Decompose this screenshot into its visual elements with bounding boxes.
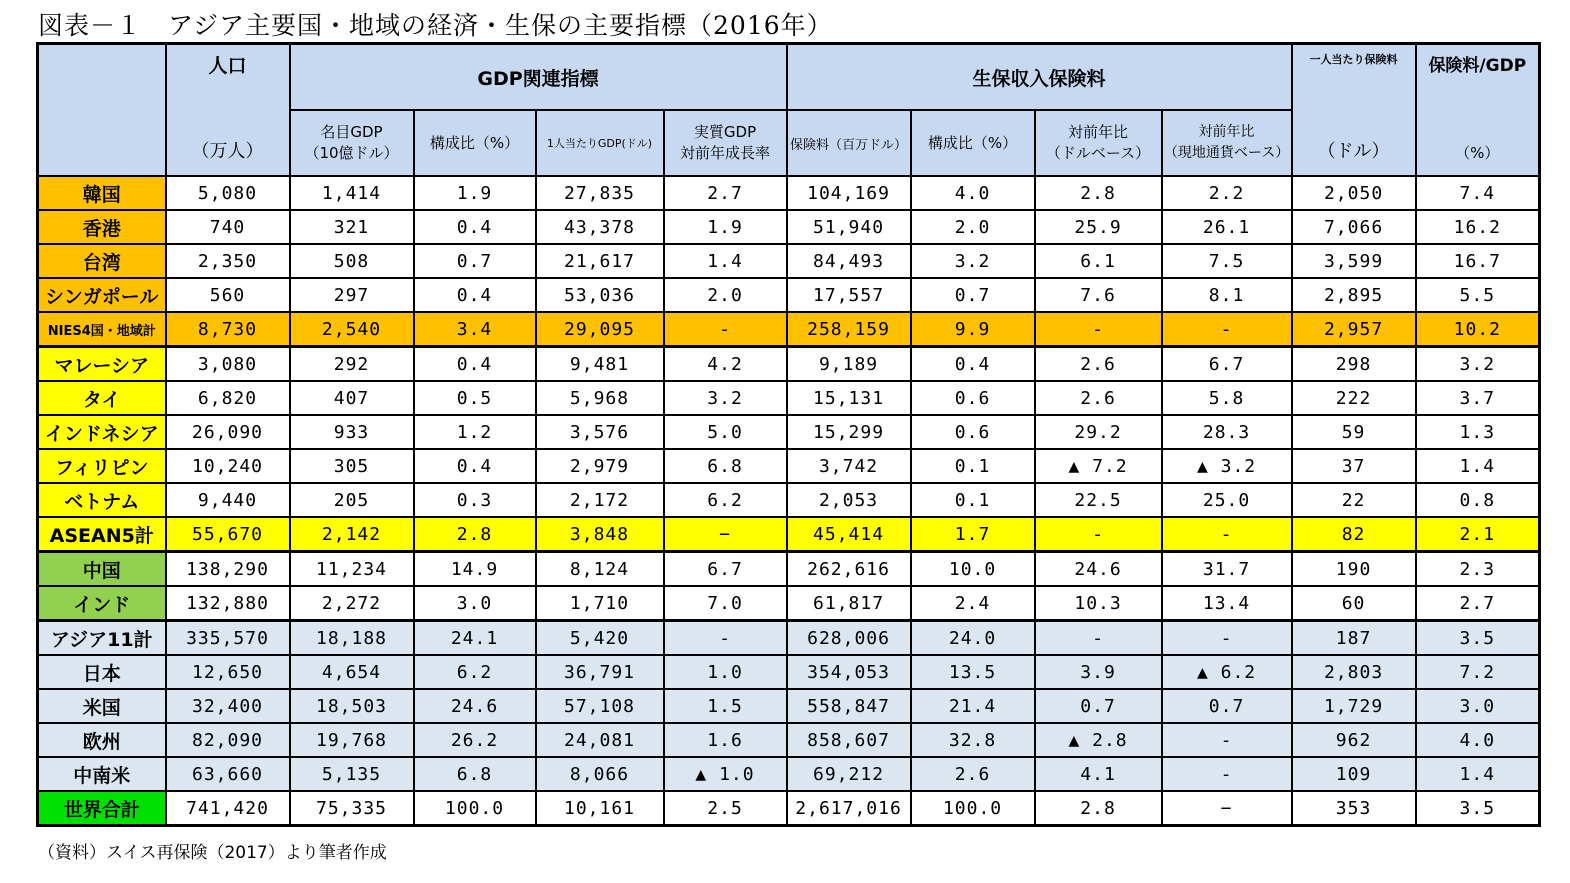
table-cell: 5,968 [536, 381, 664, 415]
table-row [38, 621, 1540, 656]
row-label: ASEAN5計 [38, 517, 166, 552]
table-row [38, 312, 1540, 347]
table-cell: 4.0 [911, 176, 1035, 210]
table-cell: 75,335 [290, 791, 414, 826]
table-cell: 0.4 [414, 449, 536, 483]
table-cell: 59 [1292, 415, 1416, 449]
table-cell: 4.0 [1416, 723, 1540, 757]
table-row [38, 278, 1540, 312]
table-cell: 0.3 [414, 483, 536, 517]
table-cell: 26.2 [414, 723, 536, 757]
table-cell: - [1162, 621, 1292, 656]
table-cell: 3.5 [1416, 791, 1540, 826]
table-cell: 2.8 [414, 517, 536, 552]
page-title: 図表－１ アジア主要国・地域の経済・生保の主要指標（2016年） [38, 11, 833, 40]
gdp-group-header: GDP関連指標 [290, 44, 787, 111]
table-row [38, 483, 1540, 517]
table-cell: 1.7 [911, 517, 1035, 552]
row-label: 中国 [38, 552, 166, 587]
table-cell: 6.7 [664, 552, 787, 587]
table-cell: 3,599 [1292, 244, 1416, 278]
table-cell: 2.7 [664, 176, 787, 210]
table-cell: 13.4 [1162, 586, 1292, 621]
table-cell: 2.8 [1035, 176, 1162, 210]
table-body [38, 176, 1540, 826]
table-cell: 16.7 [1416, 244, 1540, 278]
table-row [38, 449, 1540, 483]
table-cell: 2,272 [290, 586, 414, 621]
table-cell: 1,710 [536, 586, 664, 621]
yoy-usd-header: 対前年比 （ドルベース） [1035, 110, 1162, 176]
table-cell: 100.0 [414, 791, 536, 826]
table-cell: 6.1 [1035, 244, 1162, 278]
row-label: 台湾 [38, 244, 166, 278]
table-row [38, 552, 1540, 587]
table-cell: 2.1 [1416, 517, 1540, 552]
table-cell: 100.0 [911, 791, 1035, 826]
table-cell: 57,108 [536, 689, 664, 723]
table-cell: 10,240 [166, 449, 290, 483]
table-cell: 0.6 [911, 381, 1035, 415]
table-cell: - [1162, 312, 1292, 347]
table-cell: 354,053 [787, 655, 911, 689]
table-cell: 11,234 [290, 552, 414, 587]
table-cell: 4.2 [664, 347, 787, 382]
table-cell: 9,440 [166, 483, 290, 517]
table-row [38, 415, 1540, 449]
table-cell: - [1162, 723, 1292, 757]
table-cell: 7.5 [1162, 244, 1292, 278]
table-cell: 0.7 [1162, 689, 1292, 723]
table-cell: 7.6 [1035, 278, 1162, 312]
table-cell: 26,090 [166, 415, 290, 449]
corner-header-cell [38, 44, 166, 177]
table-cell: 3.0 [414, 586, 536, 621]
table-cell: 6.7 [1162, 347, 1292, 382]
table-cell: 0.1 [911, 449, 1035, 483]
table-row [38, 757, 1540, 791]
table-cell: 321 [290, 210, 414, 244]
table-cell: 2,895 [1292, 278, 1416, 312]
table-cell: 3.4 [414, 312, 536, 347]
table-cell: 2.7 [1416, 586, 1540, 621]
table-cell: 962 [1292, 723, 1416, 757]
table-cell: 0.4 [911, 347, 1035, 382]
table-cell: 3.2 [1416, 347, 1540, 382]
table-cell: 2,142 [290, 517, 414, 552]
table-cell: 1,729 [1292, 689, 1416, 723]
row-label: 欧州 [38, 723, 166, 757]
table-cell: 305 [290, 449, 414, 483]
table-cell: 45,414 [787, 517, 911, 552]
table-cell: 6,820 [166, 381, 290, 415]
table-cell: 3.5 [1416, 621, 1540, 656]
table-cell: 4,654 [290, 655, 414, 689]
table-cell: 292 [290, 347, 414, 382]
table-cell: 2.6 [1035, 347, 1162, 382]
table-cell: 3.9 [1035, 655, 1162, 689]
table-cell: 10,161 [536, 791, 664, 826]
table-cell: 5,135 [290, 757, 414, 791]
table-cell: ▲ 2.8 [1035, 723, 1162, 757]
table-cell: 3,848 [536, 517, 664, 552]
table-row [38, 689, 1540, 723]
table-cell: 9,189 [787, 347, 911, 382]
table-cell: 31.7 [1162, 552, 1292, 587]
table-cell: 109 [1292, 757, 1416, 791]
table-cell: 51,940 [787, 210, 911, 244]
table-cell: 1.5 [664, 689, 787, 723]
table-cell: 82 [1292, 517, 1416, 552]
table-cell: 5.0 [664, 415, 787, 449]
table-cell: 297 [290, 278, 414, 312]
table-cell: 3.0 [1416, 689, 1540, 723]
table-cell: ▲ 7.2 [1035, 449, 1162, 483]
table-cell: 36,791 [536, 655, 664, 689]
source-note: （資料）スイス再保険（2017）より筆者作成 [38, 843, 387, 863]
table-cell: 933 [290, 415, 414, 449]
table-cell: 187 [1292, 621, 1416, 656]
table-cell: 5.5 [1416, 278, 1540, 312]
table-row [38, 791, 1540, 826]
table-cell: 7.2 [1416, 655, 1540, 689]
table-cell: 32.8 [911, 723, 1035, 757]
gdp-per-capita-header: 1人当たりGDP(ドル) [536, 110, 664, 176]
table-cell: 0.7 [911, 278, 1035, 312]
table-cell: - [1162, 517, 1292, 552]
table-cell: 6.2 [664, 483, 787, 517]
table-cell: 0.1 [911, 483, 1035, 517]
table-cell: 69,212 [787, 757, 911, 791]
table-cell: 8.1 [1162, 278, 1292, 312]
table-cell: 335,570 [166, 621, 290, 656]
table-cell: 2.0 [911, 210, 1035, 244]
table-cell: 16.2 [1416, 210, 1540, 244]
table-cell: 7.4 [1416, 176, 1540, 210]
row-label: アジア11計 [38, 621, 166, 656]
real-growth-header: 実質GDP 対前年成長率 [664, 110, 787, 176]
table-row [38, 655, 1540, 689]
table-cell: 27,835 [536, 176, 664, 210]
table-cell: 1.4 [1416, 757, 1540, 791]
table-cell: 2,050 [1292, 176, 1416, 210]
table-cell: 258,159 [787, 312, 911, 347]
table-cell: 740 [166, 210, 290, 244]
table-cell: 5.8 [1162, 381, 1292, 415]
table-cell: 12,650 [166, 655, 290, 689]
per-capita-premium-header: 一人当たり保険料 （ドル） [1292, 44, 1416, 177]
table-cell: 0.4 [414, 278, 536, 312]
table-cell: 222 [1292, 381, 1416, 415]
row-label: 中南米 [38, 757, 166, 791]
table-cell: 2.3 [1416, 552, 1540, 587]
table-cell: 2,540 [290, 312, 414, 347]
row-label: NIES4国・地域計 [38, 312, 166, 347]
table-cell: 2.0 [664, 278, 787, 312]
table-cell: 0.8 [1416, 483, 1540, 517]
yoy-local-header: 対前年比 （現地通貨ベース） [1162, 110, 1292, 176]
table-cell: 262,616 [787, 552, 911, 587]
table-row [38, 381, 1540, 415]
table-cell: 25.0 [1162, 483, 1292, 517]
table-cell: ▲ 3.2 [1162, 449, 1292, 483]
table-cell: 29.2 [1035, 415, 1162, 449]
nominal-gdp-header: 名目GDP （10億ドル） [290, 110, 414, 176]
table-cell: 2.2 [1162, 176, 1292, 210]
table-cell: 53,036 [536, 278, 664, 312]
table-cell: 9.9 [911, 312, 1035, 347]
table-cell: 24.6 [414, 689, 536, 723]
table-cell: 3,742 [787, 449, 911, 483]
table-cell: 9,481 [536, 347, 664, 382]
table-cell: 5,080 [166, 176, 290, 210]
table-cell: 560 [166, 278, 290, 312]
table-cell: 24.6 [1035, 552, 1162, 587]
table-cell: 7,066 [1292, 210, 1416, 244]
table-cell: 1.9 [414, 176, 536, 210]
table-cell: 10.2 [1416, 312, 1540, 347]
table-cell: 558,847 [787, 689, 911, 723]
table-cell: 2.5 [664, 791, 787, 826]
table-cell: 2.6 [1035, 381, 1162, 415]
table-cell: 5,420 [536, 621, 664, 656]
table-cell: 6.2 [414, 655, 536, 689]
table-cell: − [664, 517, 787, 552]
table-cell: 858,607 [787, 723, 911, 757]
table-cell: 353 [1292, 791, 1416, 826]
table-cell: ▲ 1.0 [664, 757, 787, 791]
table-cell: ▲ 6.2 [1162, 655, 1292, 689]
row-label: シンガポール [38, 278, 166, 312]
table-cell: 6.8 [664, 449, 787, 483]
table-cell: 14.9 [414, 552, 536, 587]
table-cell: 15,299 [787, 415, 911, 449]
row-label: インドネシア [38, 415, 166, 449]
table-cell: 60 [1292, 586, 1416, 621]
table-row [38, 586, 1540, 621]
table-cell: - [664, 621, 787, 656]
table-cell: 19,768 [290, 723, 414, 757]
table-cell: 8,066 [536, 757, 664, 791]
indicators-table [36, 42, 1541, 827]
table-cell: - [1035, 621, 1162, 656]
table-cell: 0.7 [414, 244, 536, 278]
table-cell: 508 [290, 244, 414, 278]
table-cell: 0.5 [414, 381, 536, 415]
premium-share-header: 構成比（%） [911, 110, 1035, 176]
table-cell: 4.1 [1035, 757, 1162, 791]
table-cell: 2,172 [536, 483, 664, 517]
table-cell: 18,503 [290, 689, 414, 723]
table-cell: 2,617,016 [787, 791, 911, 826]
table-cell: 24.0 [911, 621, 1035, 656]
row-label: 米国 [38, 689, 166, 723]
table-cell: 1.4 [664, 244, 787, 278]
table-cell: 190 [1292, 552, 1416, 587]
table-cell: 741,420 [166, 791, 290, 826]
table-cell: 3.2 [664, 381, 787, 415]
table-cell: 1.0 [664, 655, 787, 689]
table-cell: 63,660 [166, 757, 290, 791]
table-cell: 3.7 [1416, 381, 1540, 415]
table-cell: 55,670 [166, 517, 290, 552]
table-cell: 82,090 [166, 723, 290, 757]
table-cell: 29,095 [536, 312, 664, 347]
table-row [38, 176, 1540, 210]
table-cell: 24,081 [536, 723, 664, 757]
table-cell: - [1035, 312, 1162, 347]
table-cell: 3.2 [911, 244, 1035, 278]
table-cell: 28.3 [1162, 415, 1292, 449]
table-cell: 0.4 [414, 347, 536, 382]
population-header: 人口 （万人） [166, 44, 290, 177]
premium-gdp-header: 保険料/GDP （%） [1416, 44, 1540, 177]
row-label: 世界合計 [38, 791, 166, 826]
table-cell: - [1035, 517, 1162, 552]
table-cell: 1.6 [664, 723, 787, 757]
table-row [38, 210, 1540, 244]
table-cell: 43,378 [536, 210, 664, 244]
row-label: 韓国 [38, 176, 166, 210]
table-cell: 21,617 [536, 244, 664, 278]
table-cell: 22.5 [1035, 483, 1162, 517]
table-cell: 2.6 [911, 757, 1035, 791]
table-cell: 1.9 [664, 210, 787, 244]
row-label: フィリピン [38, 449, 166, 483]
table-cell: 205 [290, 483, 414, 517]
table-cell: 26.1 [1162, 210, 1292, 244]
table-cell: 10.3 [1035, 586, 1162, 621]
table-cell: 2,350 [166, 244, 290, 278]
table-cell: − [1162, 791, 1292, 826]
row-label: 香港 [38, 210, 166, 244]
table-cell: 0.4 [414, 210, 536, 244]
table-cell: - [1162, 757, 1292, 791]
table-cell: 1.4 [1416, 449, 1540, 483]
table-cell: 6.8 [414, 757, 536, 791]
table-cell: 1.3 [1416, 415, 1540, 449]
premium-header: 保険料（百万ドル） [787, 110, 911, 176]
row-label: インド [38, 586, 166, 621]
table-cell: 25.9 [1035, 210, 1162, 244]
table-cell: 84,493 [787, 244, 911, 278]
table-cell: 17,557 [787, 278, 911, 312]
table-cell: 132,880 [166, 586, 290, 621]
gdp-share-header: 構成比（%） [414, 110, 536, 176]
table-cell: 3,080 [166, 347, 290, 382]
table-cell: 8,124 [536, 552, 664, 587]
table-cell: 2.8 [1035, 791, 1162, 826]
table-cell: 2,053 [787, 483, 911, 517]
table-cell: 1.2 [414, 415, 536, 449]
table-cell: 32,400 [166, 689, 290, 723]
table-cell: - [664, 312, 787, 347]
row-label: マレーシア [38, 347, 166, 382]
life-premium-group-header: 生保収入保険料 [787, 44, 1292, 111]
table-cell: 1,414 [290, 176, 414, 210]
table-row [38, 723, 1540, 757]
table-cell: 2.4 [911, 586, 1035, 621]
row-label: ベトナム [38, 483, 166, 517]
table-cell: 22 [1292, 483, 1416, 517]
table-cell: 2,803 [1292, 655, 1416, 689]
table-cell: 10.0 [911, 552, 1035, 587]
table-cell: 21.4 [911, 689, 1035, 723]
table-row [38, 244, 1540, 278]
table-cell: 0.6 [911, 415, 1035, 449]
table-cell: 7.0 [664, 586, 787, 621]
table-cell: 61,817 [787, 586, 911, 621]
table-row [38, 347, 1540, 382]
table-cell: 138,290 [166, 552, 290, 587]
row-label: タイ [38, 381, 166, 415]
table-cell: 407 [290, 381, 414, 415]
table-cell: 37 [1292, 449, 1416, 483]
table-cell: 15,131 [787, 381, 911, 415]
table-cell: 0.7 [1035, 689, 1162, 723]
table-cell: 18,188 [290, 621, 414, 656]
table-cell: 24.1 [414, 621, 536, 656]
table-cell: 628,006 [787, 621, 911, 656]
table-cell: 2,957 [1292, 312, 1416, 347]
table-cell: 3,576 [536, 415, 664, 449]
row-label: 日本 [38, 655, 166, 689]
table-cell: 298 [1292, 347, 1416, 382]
table-cell: 8,730 [166, 312, 290, 347]
table-cell: 2,979 [536, 449, 664, 483]
table-cell: 13.5 [911, 655, 1035, 689]
table-cell: 104,169 [787, 176, 911, 210]
table-row [38, 517, 1540, 552]
